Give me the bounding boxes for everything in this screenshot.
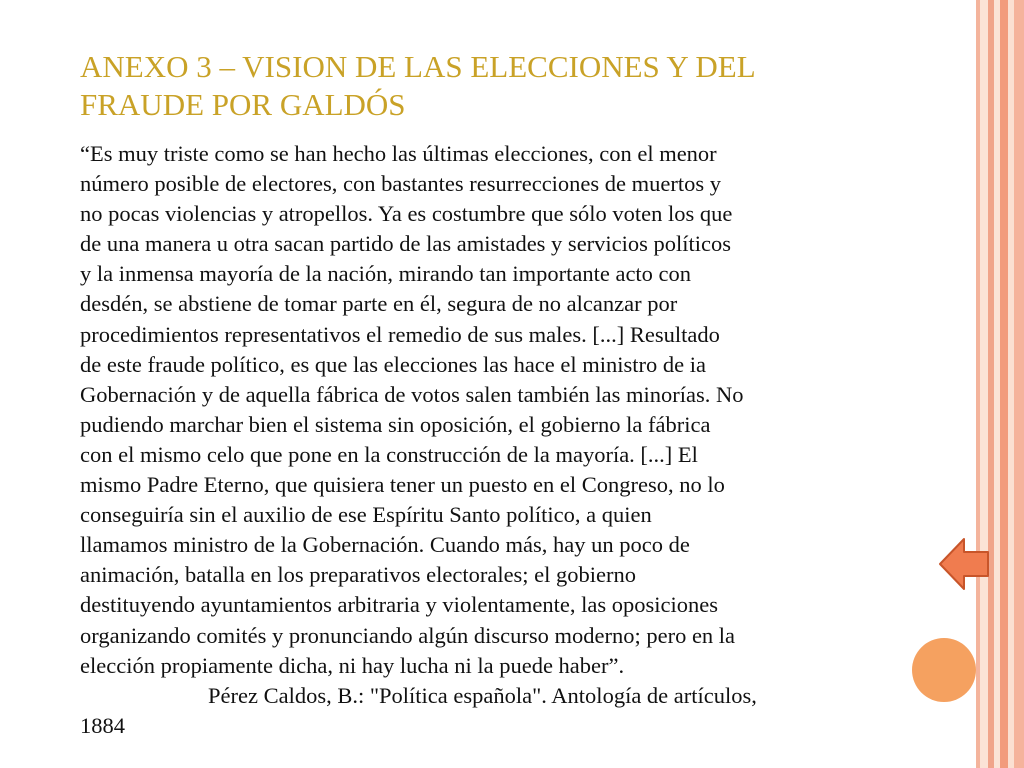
quote-line: “Es muy triste como se han hecho las últimas elecciones, con el menor (80, 141, 717, 166)
quote-line: conseguiría sin el auxilio de ese Espíritu Santo político, a quien (80, 502, 652, 528)
citation-line: 1884 (80, 712, 125, 738)
quote-line: procedimientos representativos el remedio de sus males. [...] Resultado (80, 321, 720, 347)
slide-title-line: ANEXO 3 – VISION DE LAS ELECCIONES Y DEL (80, 49, 756, 84)
arrow-left-icon (938, 536, 990, 592)
citation-line: Pérez Caldos, B.: "Política española". Antología de artículos, (208, 682, 757, 708)
quote-line: no pocas violencias y atropellos. Ya es costumbre que sólo voten los que (80, 201, 733, 227)
quote-line: número posible de electores, con bastantes resurrecciones de muertos y (80, 171, 722, 197)
back-arrow-button[interactable] (938, 536, 990, 592)
quote-line: Gobernación y de aquella fábrica de votos salen también las minorías. No (80, 381, 744, 407)
quote-line: y la inmensa mayoría de la nación, mirando tan importante acto con (80, 261, 692, 287)
quote-line: organizando comités y pronunciando algún discurso moderno; pero en la (80, 622, 736, 648)
quote-line: elección propiamente dicha, ni hay lucha ni la puede haber”. (80, 652, 625, 678)
quote-line: destituyendo ayuntamientos arbitraria y violentamente, las oposiciones (80, 592, 718, 618)
quote-line: pudiendo marchar bien el sistema sin oposición, el gobierno la fábrica (80, 411, 711, 437)
quote-text (80, 139, 960, 741)
decorative-stripe (1014, 0, 1024, 768)
decorative-stripe (980, 0, 988, 768)
quote-line: de una manera u otra sacan partido de las amistades y servicios políticos (80, 231, 732, 257)
slide-title (80, 48, 940, 124)
decorative-stripe (1000, 0, 1008, 768)
quote-line: mismo Padre Eterno, que quisiera tener un puesto en el Congreso, no lo (80, 472, 725, 498)
quote-line: desdén, se abstiene de tomar parte en él, segura de no alcanzar por (80, 291, 678, 317)
quote-line: con el mismo celo que pone en la construcción de la mayoría. [...] El (80, 441, 698, 467)
slide-title-line: FRAUDE POR GALDÓS (80, 87, 406, 122)
quote-line: animación, batalla en los preparativos electorales; el gobierno (80, 562, 637, 588)
quote-line: de este fraude político, es que las elecciones las hace el ministro de ia (80, 351, 707, 377)
circle-icon (912, 638, 976, 702)
quote-line: llamamos ministro de la Gobernación. Cuando más, hay un poco de (80, 532, 690, 558)
